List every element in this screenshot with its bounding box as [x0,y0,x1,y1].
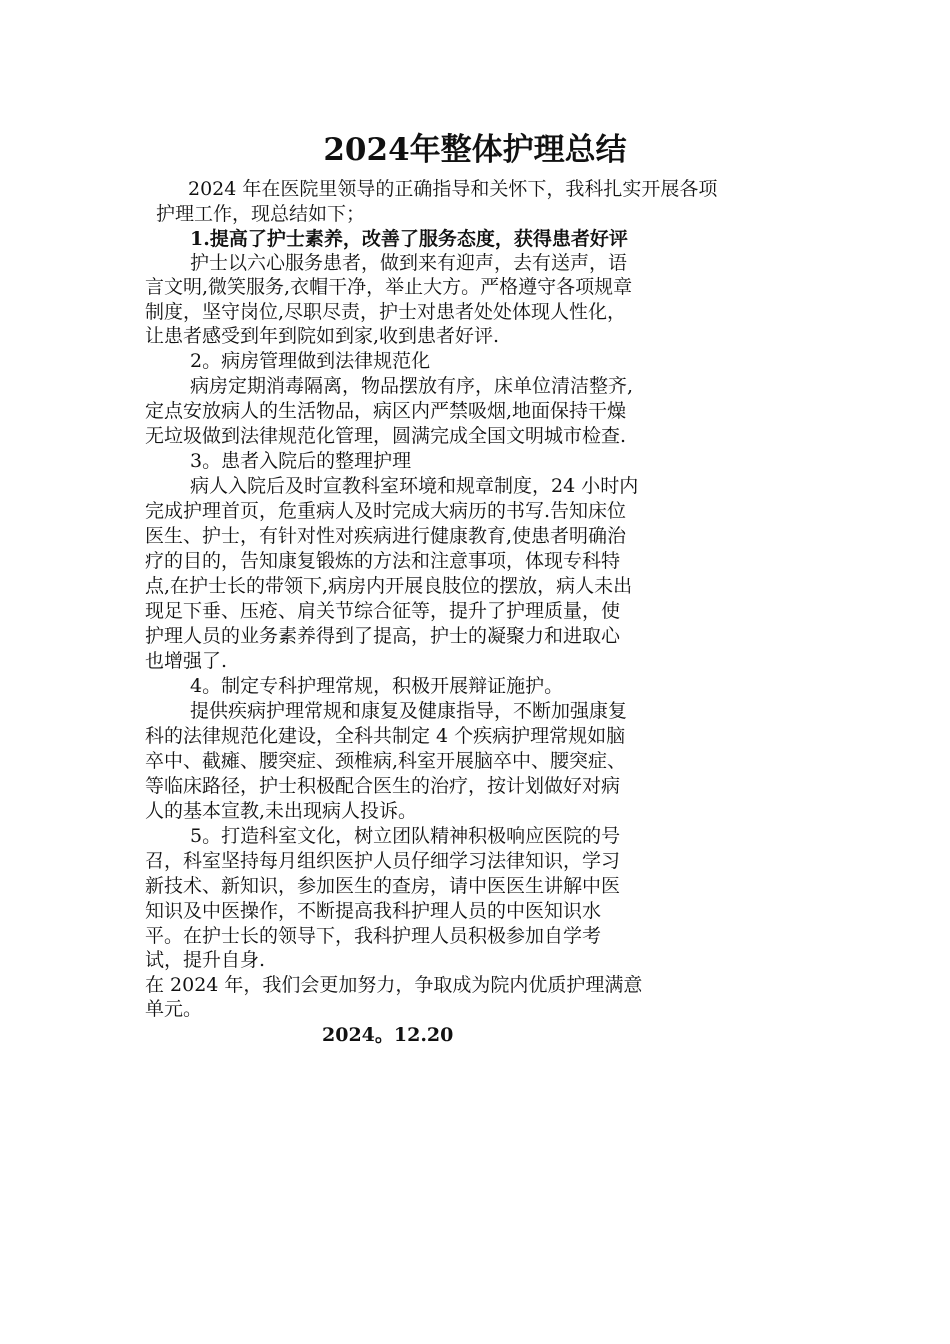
document-date: 2024。12.20 [322,1024,454,1046]
intro-line: 2024 年在医院里领导的正确指导和关怀下，我科扎实开展各项 [188,178,718,200]
paragraph-line: 召，科室坚持每月组织医护人员仔细学习法律知识，学习 [145,850,621,872]
paragraph-line: 现足下垂、压疮、肩关节综合征等，提升了护理质量，使 [145,600,621,622]
paragraph-line: 完成护理首页，危重病人及时完成大病历的书写.告知床位 [145,500,627,522]
paragraph-line: 知识及中医操作，不断提高我科护理人员的中医知识水 [145,900,602,922]
paragraph-line: 让患者感受到年到院如到家,收到患者好评. [145,325,500,347]
paragraph-line: 制度，坚守岗位,尽职尽责，护士对患者处处体现人性化， [145,301,627,323]
paragraph-line: 提供疾病护理常规和康复及健康指导，不断加强康复 [190,700,628,722]
paragraph-line: 护理人员的业务素养得到了提高，护士的凝聚力和进取心 [145,625,621,647]
paragraph-line: 点,在护士长的带领下,病房内开展良肢位的摆放，病人未出 [145,575,633,597]
paragraph-line: 平。在护士长的领导下，我科护理人员积极参加自学考 [145,925,602,947]
paragraph-line: 也增强了. [145,650,228,672]
paragraph-line: 无垃圾做到法律规范化管理，圆满完成全国文明城市检查. [145,425,627,447]
paragraph-line: 新技术、新知识，参加医生的查房，请中医医生讲解中医 [145,875,621,897]
paragraph-line: 疗的目的，告知康复锻炼的方法和注意事项，体现专科特 [145,550,621,572]
closing-line: 单元。 [145,998,203,1020]
paragraph-line: 人的基本宣教,未出现病人投诉。 [145,800,418,822]
document-title: 2024年整体护理总结 [323,132,627,168]
paragraph-line: 护士以六心服务患者，做到来有迎声，去有送声，语 [190,252,628,274]
section-heading: 3。患者入院后的整理护理 [190,450,412,472]
paragraph-line: 医生、护士，有针对性对疾病进行健康教育,使患者明确治 [145,525,627,547]
section-heading: 5。打造科室文化，树立团队精神积极响应医院的号 [190,825,621,847]
intro-line: 护理工作，现总结如下； [156,203,366,225]
paragraph-line: 定点安放病人的生活物品，病区内严禁吸烟,地面保持干燥 [145,400,627,422]
paragraph-line: 病人入院后及时宣教科室环境和规章制度，24 小时内 [190,475,639,497]
paragraph-line: 言文明,微笑服务,衣帽干净，举止大方。严格遵守各项规章 [145,276,633,298]
paragraph-line: 病房定期消毒隔离，物品摆放有序，床单位清洁整齐, [190,375,634,397]
section-heading: 4。制定专科护理常规，积极开展辩证施护。 [190,675,564,697]
paragraph-line: 等临床路径，护士积极配合医生的治疗，按计划做好对病 [145,775,621,797]
closing-line: 在 2024 年，我们会更加努力，争取成为院内优质护理满意 [145,974,643,996]
section-heading: 2。病房管理做到法律规范化 [190,350,431,372]
paragraph-line: 试，提升自身. [145,949,266,971]
paragraph-line: 卒中、截瘫、腰突症、颈椎病,科室开展脑卒中、腰突症、 [145,750,627,772]
paragraph-line: 科的法律规范化建设，全科共制定 4 个疾病护理常规如脑 [145,725,626,747]
section-heading: 1.提高了护士素养，改善了服务态度，获得患者好评 [190,228,628,250]
